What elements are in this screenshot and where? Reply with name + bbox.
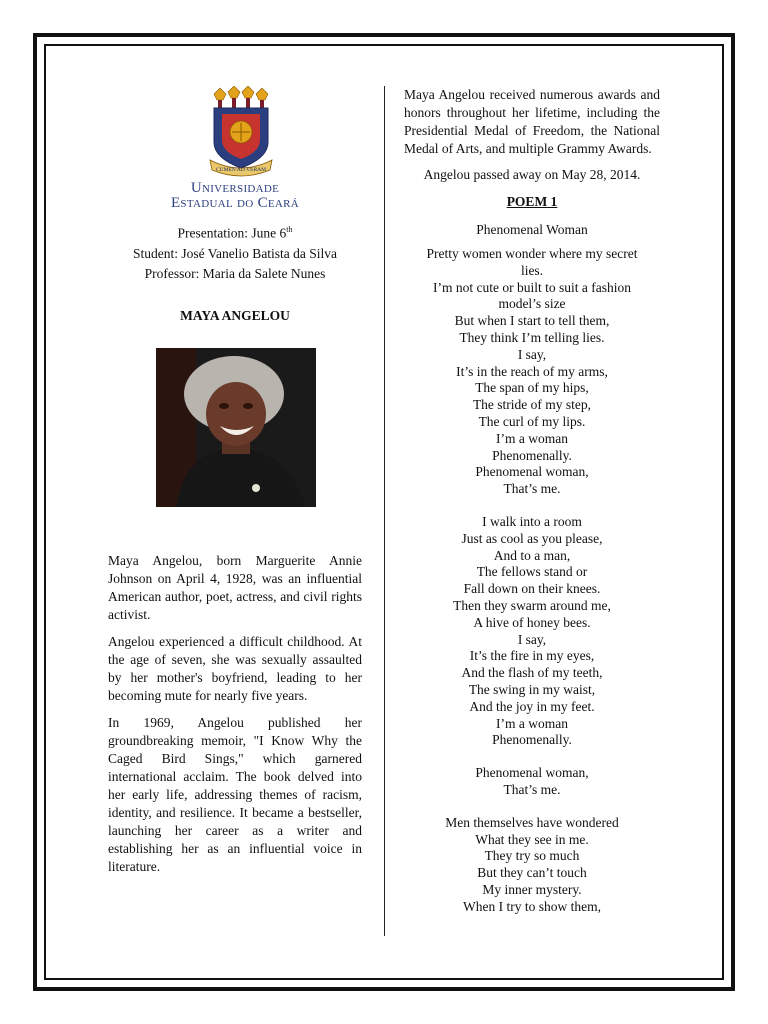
poem-line: I’m a woman — [496, 430, 568, 446]
subject-heading: MAYA ANGELOU — [180, 307, 290, 323]
university-name-line2: Estadual do Ceará — [170, 195, 300, 211]
biography — [108, 552, 362, 876]
left-column — [108, 86, 362, 874]
poem-line: Pretty women wonder where my secret — [426, 246, 638, 261]
poem-line: The stride of my step, — [472, 397, 592, 413]
poem-line: It’s the fire in my eyes, — [469, 648, 595, 664]
presentation-date — [108, 220, 362, 244]
professor-name: Professor: Maria da Salete Nunes — [144, 265, 326, 281]
poem-heading: POEM 1 — [506, 194, 558, 209]
poem-body — [404, 246, 660, 915]
poem-line: Phenomenally. — [492, 732, 572, 748]
poem-line: Men themselves have wondered — [445, 814, 619, 830]
bio-paragraph-1: Maya Angelou, born Marguerite Annie Johnson on April 4, 1928, was an influential American author, poet, actress, and civil rights activist. — [108, 553, 362, 622]
poem-line: And the flash of my teeth, — [461, 665, 603, 681]
poem-line: Then they swarm around me, — [453, 597, 611, 613]
poem-line: I’m not cute or built to suit a fashion — [433, 279, 631, 295]
poem-line: Phenomenally. — [492, 447, 572, 463]
poem-line: They try so much — [484, 848, 580, 864]
crest-motto: CUMEN AD VERAM — [215, 167, 267, 173]
stanza-gap — [404, 749, 660, 765]
poem-line: I say, — [517, 631, 547, 647]
poem-line: But when I start to tell them, — [454, 313, 610, 329]
poem-line: When I try to show them, — [463, 898, 601, 914]
poem-stanza-3 — [404, 765, 660, 799]
crest-icon — [170, 86, 300, 178]
poem-line: The swing in my waist, — [468, 681, 596, 697]
stanza-gap — [404, 799, 660, 815]
poem-line: I say, — [517, 346, 547, 362]
university-name-line1: Universidade — [190, 180, 280, 196]
death-paragraph: Angelou passed away on May 28, 2014. — [423, 167, 641, 182]
poem-line: But they can’t touch — [477, 865, 587, 881]
presentation-date-suffix: th — [286, 225, 293, 234]
university-name — [170, 181, 300, 211]
presentation-date-label: Presentation: June 6 — [177, 225, 287, 241]
bio-paragraph-3: In 1969, Angelou published her groundbreaking memoir, "I Know Why the Caged Bird Sings," which garnered international acclaim. The book delved into her early life, addressing themes of racism, identity, and resilience. It became a bestseller, launching her career as a writer and establishing her as an influential voice in literature. — [108, 715, 362, 874]
university-crest — [170, 86, 300, 211]
column-divider — [384, 86, 385, 936]
poem-line: I walk into a room — [482, 513, 582, 529]
poem-line: It’s in the reach of my arms, — [456, 363, 608, 379]
awards-paragraph: Maya Angelou received numerous awards and honors throughout her lifetime, including the Presidential Medal of Freedom, the National Medal of Arts, and multiple Grammy Awards. — [404, 87, 660, 156]
stanza-gap — [404, 498, 660, 514]
presentation-info — [108, 220, 362, 284]
poem-line: What they see in me. — [475, 831, 589, 847]
poem-line: The fellows stand or — [476, 564, 588, 580]
poem-line: They think I’m telling lies. — [459, 329, 605, 345]
right-column — [404, 86, 660, 915]
poem-line: That’s me. — [503, 481, 561, 497]
portrait-photo — [156, 348, 316, 507]
poem-line: Just as cool as you please, — [461, 530, 603, 546]
poem-line: Phenomenal woman, — [475, 765, 589, 781]
poem-line: The curl of my lips. — [478, 413, 586, 429]
poem-stanza-1 — [404, 246, 660, 498]
poem-stanza-2 — [404, 514, 660, 749]
poem-line: I’m a woman — [496, 715, 568, 731]
portrait-image — [156, 348, 316, 507]
poem-line: The span of my hips, — [475, 380, 589, 396]
poem-line: A hive of honey bees. — [473, 614, 591, 630]
poem-line: model’s size — [498, 296, 566, 312]
poem-title: Phenomenal Woman — [476, 222, 588, 237]
poem-stanza-4 — [404, 815, 660, 916]
poem-line: Phenomenal woman, — [475, 464, 589, 480]
poem-line: lies. — [520, 262, 544, 278]
poem-line: And the joy in my feet. — [469, 698, 595, 714]
poem-line: Fall down on their knees. — [463, 581, 601, 597]
bio-paragraph-2: Angelou experienced a difficult childhood. At the age of seven, she was sexually assaulted by her mother's boyfriend, leading to her becoming mute for nearly five years. — [108, 634, 362, 703]
student-name: Student: José Vanelio Batista da Silva — [132, 245, 338, 261]
poem-line: That’s me. — [503, 781, 561, 797]
poem-line: My inner mystery. — [482, 881, 582, 897]
poem-line: And to a man, — [493, 547, 571, 563]
